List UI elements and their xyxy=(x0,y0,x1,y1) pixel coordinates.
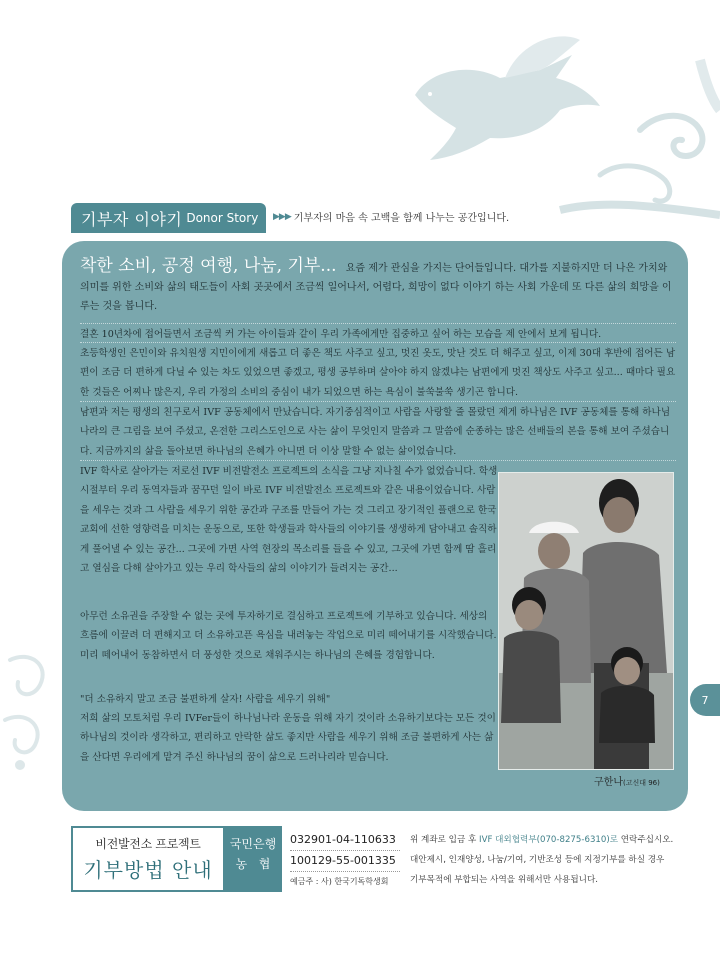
account-holder: 예금주 : 사) 한국기독학생회 xyxy=(290,877,389,886)
caption-name: 구한나 xyxy=(594,777,623,788)
article-title: 착한 소비, 공정 여행, 나눔, 기부... xyxy=(80,256,337,276)
paragraph-6: 저희 삶의 모토처럼 우리 IVFer들이 하나님나라 운동을 위해 자기 것이라 소유하기보다는 모든 것이 하나님의 것이라 생각하고, 편리하고 안락한 삶도 좋지만 사람을 세우기 위해 조금 불편하게 사는 삶을 산다면 우리에게 맡겨 주신 하나님의 꿈이 삶으로 드러나리라 믿습니다. xyxy=(80,713,496,763)
divider xyxy=(80,460,676,461)
bank-1: 국민은행 xyxy=(229,837,277,851)
divider xyxy=(80,401,676,402)
bank-2: 농 협 xyxy=(235,857,271,871)
article-intro xyxy=(80,257,676,316)
account-2: 100129-55-001335 xyxy=(290,851,400,872)
photo-caption xyxy=(594,773,660,788)
swirl-decoration xyxy=(0,640,70,780)
note-1-post: 연락주십시오. xyxy=(618,835,674,845)
account-1: 032901-04-110633 xyxy=(290,830,400,851)
section-tagline xyxy=(273,209,509,224)
note-2: 대안제시, 인재양성, 나눔/기여, 기반조성 등에 지정기부를 하실 경우 xyxy=(410,855,665,865)
bank-names xyxy=(224,826,282,892)
article-intro-text: 요즘 제가 관심을 가지는 단어들입니다. 대가를 지불하지만 더 나은 가치와 의미를 위한 소비와 삶의 태도들이 사회 곳곳에서 조금씩 일어나서, 어렵다, 희망이 없다 이야기 하는 사회 가운데 또 다른 삶의 희망을 이루는 것을 봅니다. xyxy=(80,263,672,312)
caption-detail: (고신대 96) xyxy=(622,779,660,787)
divider xyxy=(80,323,676,324)
family-photo xyxy=(498,472,674,770)
guide-title: 기부방법 안내 xyxy=(83,858,213,882)
note-1 xyxy=(410,830,710,850)
paragraph-4: IVF 학사로 살아가는 저로선 IVF 비전발전소 프로젝트의 소식을 그냥 지나칠 수가 없었습니다. 학생시절부터 우리 동역자들과 꿈꾸던 일이 바로 IVF 비전발전소 프로젝트와 같은 내용이었습니다. 사람을 세우는 것과 그 사람을 세우기 위한 공간과 구조를 만들어 가는 것 그리고 장기적인 플랜으로 한국교회에 선한 영향력을 미치는 운동으로, 또한 학생들과 학사들의 이야기를 생생하게 담아내고 솔직하게 풀어낼 수 있는 공간... 그곳에 가면 사역 현장의 목소리를 들을 수 있고, 그곳에 가면 함께 땀 흘리고 열심을 다해 살아가고 있는 우리 학사들의 삶의 이야기가 들려지는 공간... xyxy=(80,466,498,575)
paragraph-3: 남편과 저는 평생의 친구로서 IVF 공동체에서 만났습니다. 자기중심적이고 사람을 사랑할 줄 몰랐던 제게 하나님은 IVF 공동체를 통해 하나님나라의 큰 그림을 보여 주셨고, 온전한 그리스도인으로 사는 삶이 무엇인지 말씀과 그 말씀에 순종하는 많은 선배들의 본을 통해 보여 주셨습니다. 지금까지의 삶을 돌아보면 하나님의 은혜가 아니면 더 이상 말할 수 없는 삶이었습니다. xyxy=(80,407,671,457)
paragraph-2: 초등학생인 은민이와 유치원생 지민이에게 새롭고 더 좋은 책도 사주고 싶고, 멋진 옷도, 맛난 것도 더 해주고 싶고, 이제 30대 후반에 접어든 남편이 조금 더 편하게 다닐 수 있는 차도 있었으면 좋겠고, 평생 공부하며 살아야 하지 않겠냐는 남편에게 멋진 책상도 사주고 싶고... 때마다 필요한 것들은 어찌나 많은지, 우리 가정의 소비의 중심이 내가 되었으면 하는 욕심이 불쑥불쑥 생기곤 합니다. xyxy=(80,348,676,398)
contact-info: IVF 대외협력부(070-8275-6310)로 xyxy=(479,835,618,845)
donation-guide-box xyxy=(71,826,225,892)
donation-notes xyxy=(410,830,710,890)
paragraph-5: 아무런 소유권을 주장할 수 없는 곳에 투자하기로 결심하고 프로젝트에 기부하고 있습니다. 세상의 흐름에 이끌려 더 편해지고 더 소유하고픈 욕심을 내려놓는 작업으로 미리 떼어내기를 시작했습니다. 미리 떼어내어 동참하면서 더 풍성한 것으로 채워주시는 하나님의 은혜를 경험합니다. xyxy=(80,611,497,661)
note-1-pre: 위 계좌로 입금 후 xyxy=(410,835,480,845)
project-name: 비전발전소 프로젝트 xyxy=(95,837,201,851)
motto-quote: "더 소유하지 말고 조금 불편하게 살자! 사람을 세우기 위해" xyxy=(80,694,331,705)
tagline-text: 기부자의 마음 속 고백을 함께 나누는 공간입니다. xyxy=(293,213,510,224)
paragraph-1: 결혼 10년차에 접어들면서 조금씩 커 가는 아이들과 같이 우리 가족에게만 집중하고 싶어 하는 모습을 제 안에서 보게 됩니다. xyxy=(80,329,602,340)
divider xyxy=(80,342,676,343)
note-3: 기부목적에 부합되는 사역을 위해서만 사용됩니다. xyxy=(410,875,598,885)
account-list xyxy=(290,830,400,892)
triple-arrow-icon: ▶▶▶ xyxy=(273,211,291,222)
section-tab xyxy=(71,203,266,233)
section-title-en: Donor Story xyxy=(186,211,259,225)
section-title-ko: 기부자 이야기 xyxy=(81,209,183,229)
page-number: 7 xyxy=(690,684,720,716)
